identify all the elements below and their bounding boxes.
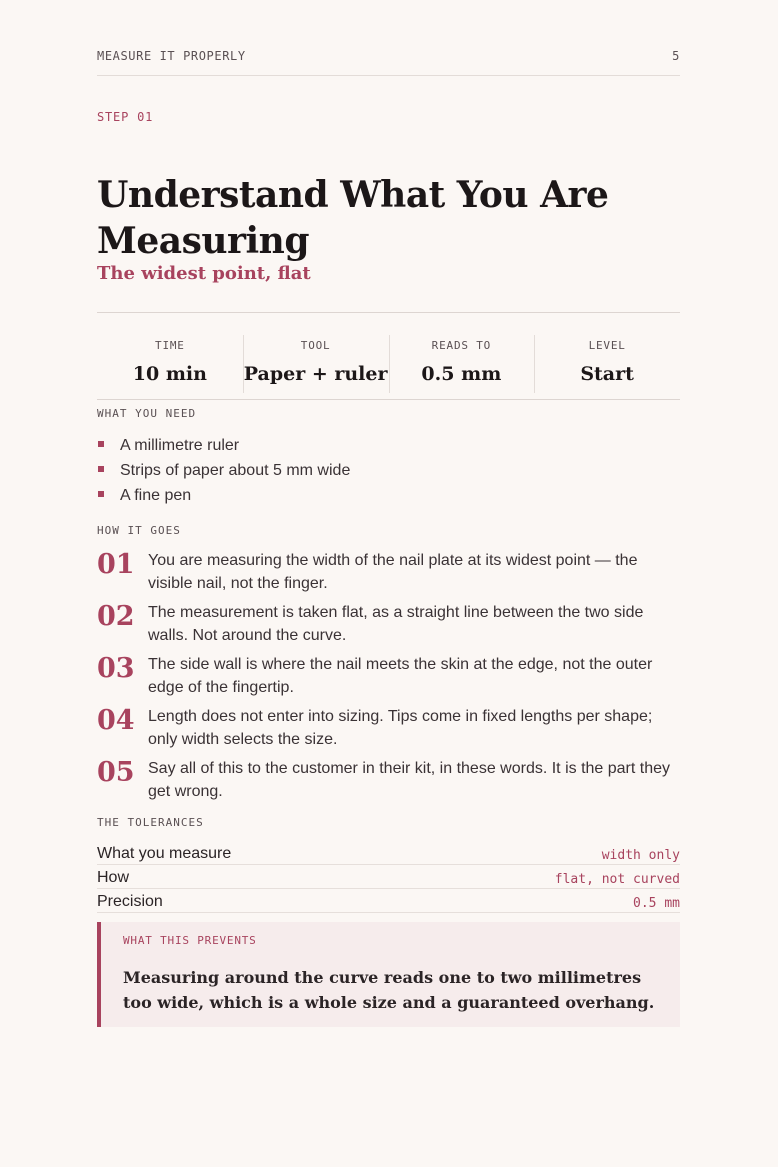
step-number: 01 xyxy=(97,549,135,580)
step-text: You are measuring the width of the nail plate at its widest point — the visible nail, not the finger. xyxy=(148,552,638,592)
list-item xyxy=(97,483,350,508)
step-text: Length does not enter into sizing. Tips come in fixed lengths per shape; only width selects the size. xyxy=(148,708,653,748)
list-item-text: A millimetre ruler xyxy=(120,437,240,454)
stat-label: READS TO xyxy=(431,339,492,352)
step-number: 04 xyxy=(97,705,135,736)
tolerance-key: Precision xyxy=(97,893,163,910)
step-item xyxy=(97,757,680,809)
page-number: 5 xyxy=(672,49,680,63)
table-row xyxy=(97,889,680,913)
stat-label: TOOL xyxy=(300,339,331,352)
page-title: Understand What You Are Measuring xyxy=(97,174,609,262)
step-label: STEP 01 xyxy=(97,110,154,124)
list-item xyxy=(97,433,350,458)
step-item xyxy=(97,653,680,705)
stat-label: TIME xyxy=(155,339,185,352)
needs-heading: WHAT YOU NEED xyxy=(97,407,197,420)
step-number: 03 xyxy=(97,653,135,684)
tolerance-value: flat, not curved xyxy=(554,872,680,887)
callout-box xyxy=(97,922,680,1027)
tolerances-heading: THE TOLERANCES xyxy=(97,816,204,829)
stat-value: 0.5 mm xyxy=(421,363,502,385)
bullet-icon xyxy=(98,491,104,497)
step-text: Say all of this to the customer in their kit, in these words. It is the part they get wrong. xyxy=(148,760,671,800)
stat-value: 10 min xyxy=(132,363,207,385)
stat-value: Start xyxy=(580,363,634,385)
callout-label: WHAT THIS PREVENTS xyxy=(123,934,257,947)
steps-list xyxy=(97,549,680,809)
needs-list xyxy=(97,433,350,508)
step-text: The side wall is where the nail meets the skin at the edge, not the outer edge of the fingertip. xyxy=(148,656,653,696)
step-number: 02 xyxy=(97,601,135,632)
page-subtitle: The widest point, flat xyxy=(97,263,311,284)
tolerance-value: width only xyxy=(601,848,680,863)
step-item xyxy=(97,549,680,601)
stat-reads-to xyxy=(389,313,535,399)
stat-label: LEVEL xyxy=(588,339,626,352)
running-title: MEASURE IT PROPERLY xyxy=(97,49,246,63)
stat-time xyxy=(97,313,243,399)
process-heading: HOW IT GOES xyxy=(97,524,181,537)
bullet-icon xyxy=(98,441,104,447)
tolerance-value: 0.5 mm xyxy=(633,896,680,911)
tolerance-key: What you measure xyxy=(97,845,232,862)
table-row xyxy=(97,841,680,865)
bullet-icon xyxy=(98,466,104,472)
list-item xyxy=(97,458,350,483)
stats-bar xyxy=(97,312,680,400)
running-header xyxy=(97,49,680,76)
table-row xyxy=(97,865,680,889)
stat-value: Paper + ruler xyxy=(243,363,388,385)
stat-level xyxy=(534,313,680,399)
step-number: 05 xyxy=(97,757,135,788)
stat-tool xyxy=(243,313,389,399)
step-item xyxy=(97,705,680,757)
list-item-text: Strips of paper about 5 mm wide xyxy=(120,462,351,479)
list-item-text: A fine pen xyxy=(120,487,192,504)
callout-text: Measuring around the curve reads one to two millimetres too wide, which is a whole size and a guaranteed overhang. xyxy=(123,968,655,1012)
step-text: The measurement is taken flat, as a straight line between the two side walls. Not around the curve. xyxy=(148,604,644,644)
tolerances-table xyxy=(97,841,680,913)
step-item xyxy=(97,601,680,653)
tolerance-key: How xyxy=(97,869,130,886)
